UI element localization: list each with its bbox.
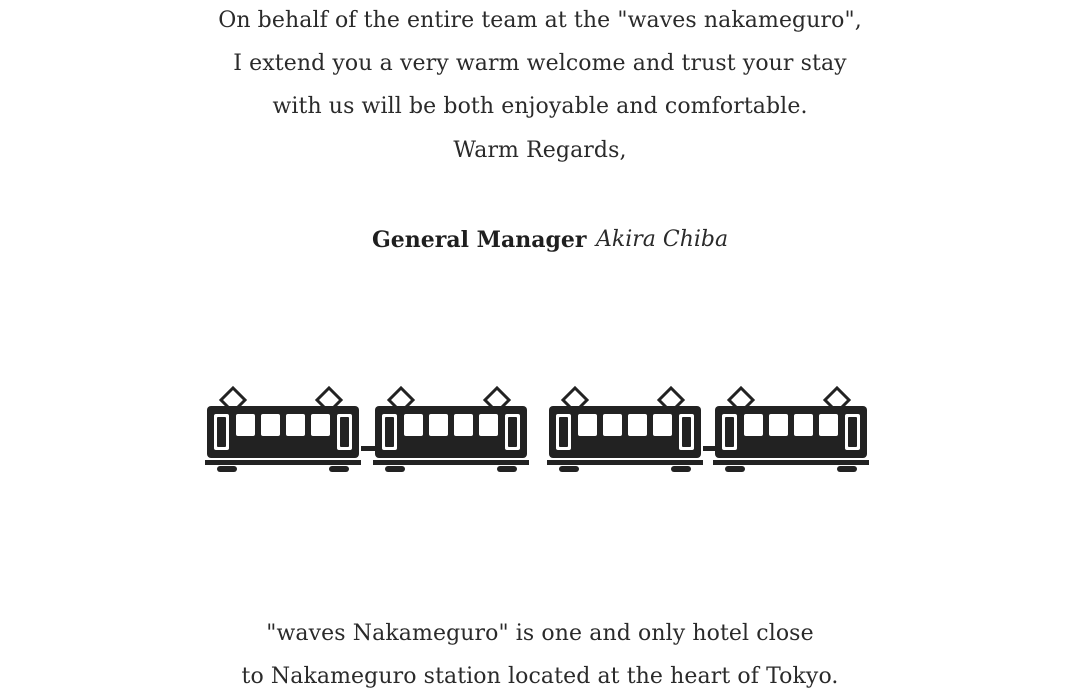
train-car [205,388,361,472]
about-text-line: to Nakameguro station located at the heart of Tokyo. [241,664,839,689]
welcome-text-line: I extend you a very warm welcome and trust your stay [233,51,847,76]
signature-block [0,224,1080,256]
train-coupler [361,446,375,451]
train-icon [205,384,875,476]
closing-text: Warm Regards, [453,138,627,163]
welcome-text-line: with us will be both enjoyable and comfortable. [272,94,808,119]
train-car [713,388,869,472]
train-coupler [703,446,717,451]
welcome-text-line: On behalf of the entire team at the "waves nakameguro", [218,8,862,33]
signature-name: Akira Chiba [596,227,729,252]
train-car [373,388,529,472]
signature-title: General Manager [372,227,587,253]
train-car [547,388,703,472]
about-text-line: "waves Nakameguro" is one and only hotel close [266,621,814,646]
